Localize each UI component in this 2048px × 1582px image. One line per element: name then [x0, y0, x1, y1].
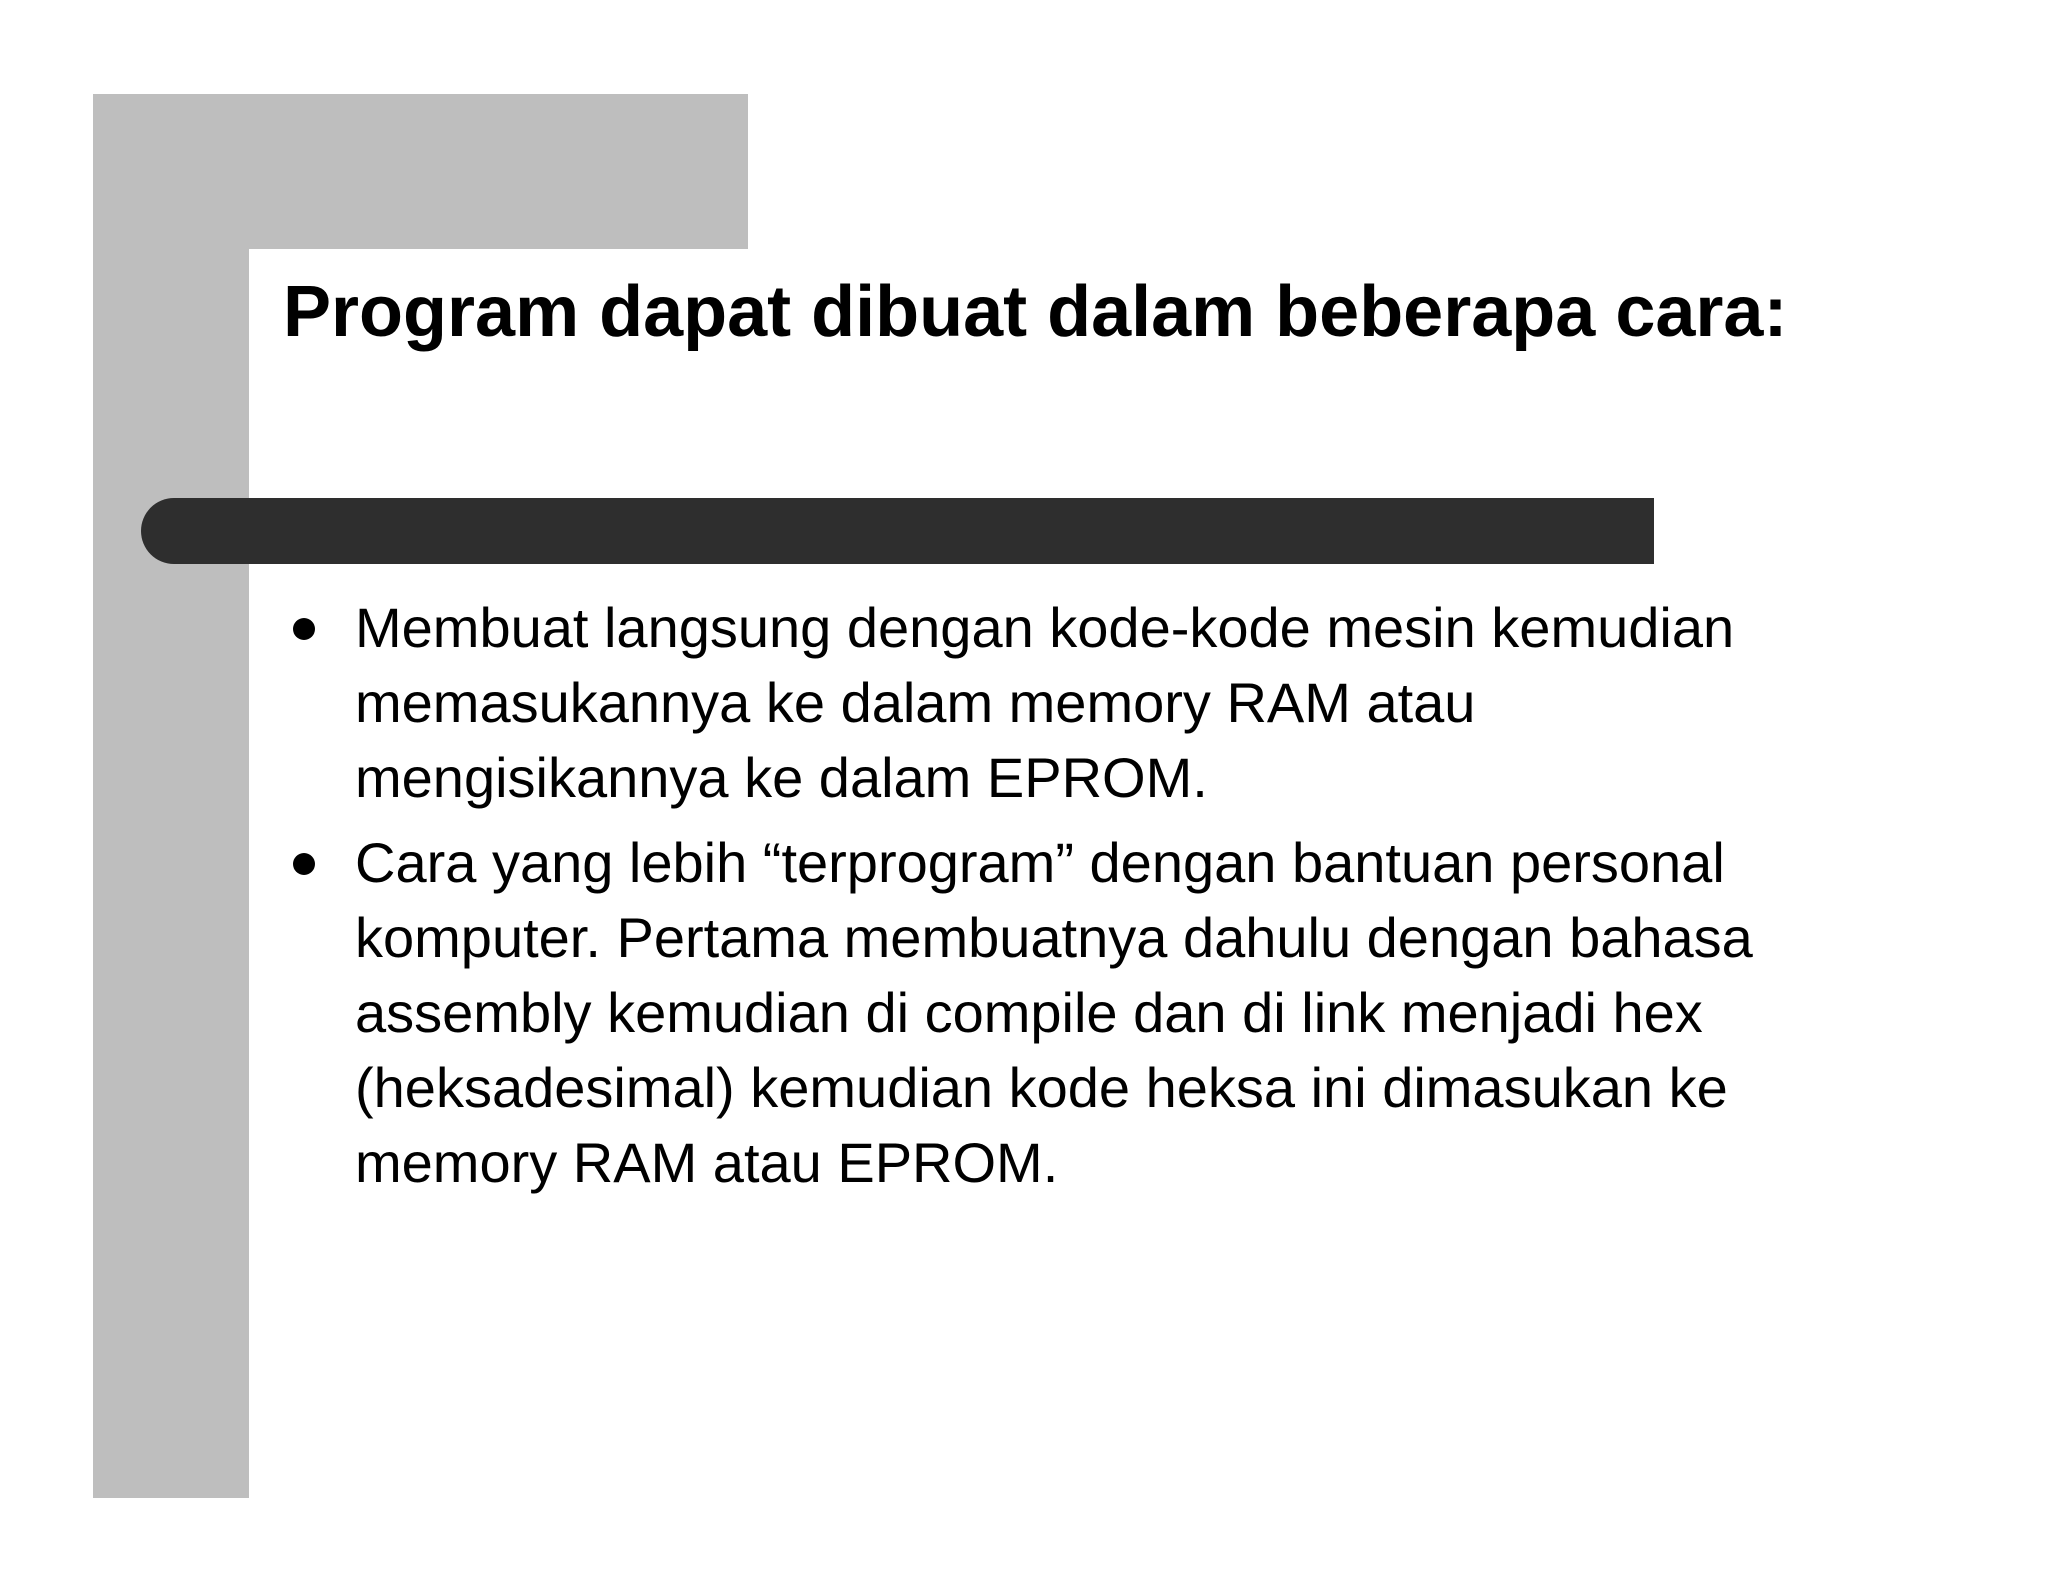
bullet-item — [283, 825, 1843, 1200]
bullet-item — [283, 590, 1843, 815]
bullet-list — [283, 590, 1843, 1210]
title-divider-bar — [141, 498, 1654, 564]
bullet-dot-icon — [293, 618, 315, 640]
bullet-text: Membuat langsung dengan kode-kode mesin kemudian memasukannya ke dalam memory RAM atau mengisikannya ke dalam EPROM. — [355, 596, 1735, 809]
bullet-dot-icon — [293, 853, 315, 875]
slide-title: Program dapat dibuat dalam beberapa cara: — [283, 272, 1788, 352]
decorative-left-bar — [93, 94, 249, 1498]
decorative-top-bar — [93, 94, 748, 249]
bullet-text: Cara yang lebih “terprogram” dengan bantuan personal komputer. Pertama membuatnya dahulu dengan bahasa assembly kemudian di compile dan di link menjadi hex (heksadesimal) kemudian kode heksa ini dimasukan ke memory RAM atau EPROM. — [355, 831, 1753, 1194]
